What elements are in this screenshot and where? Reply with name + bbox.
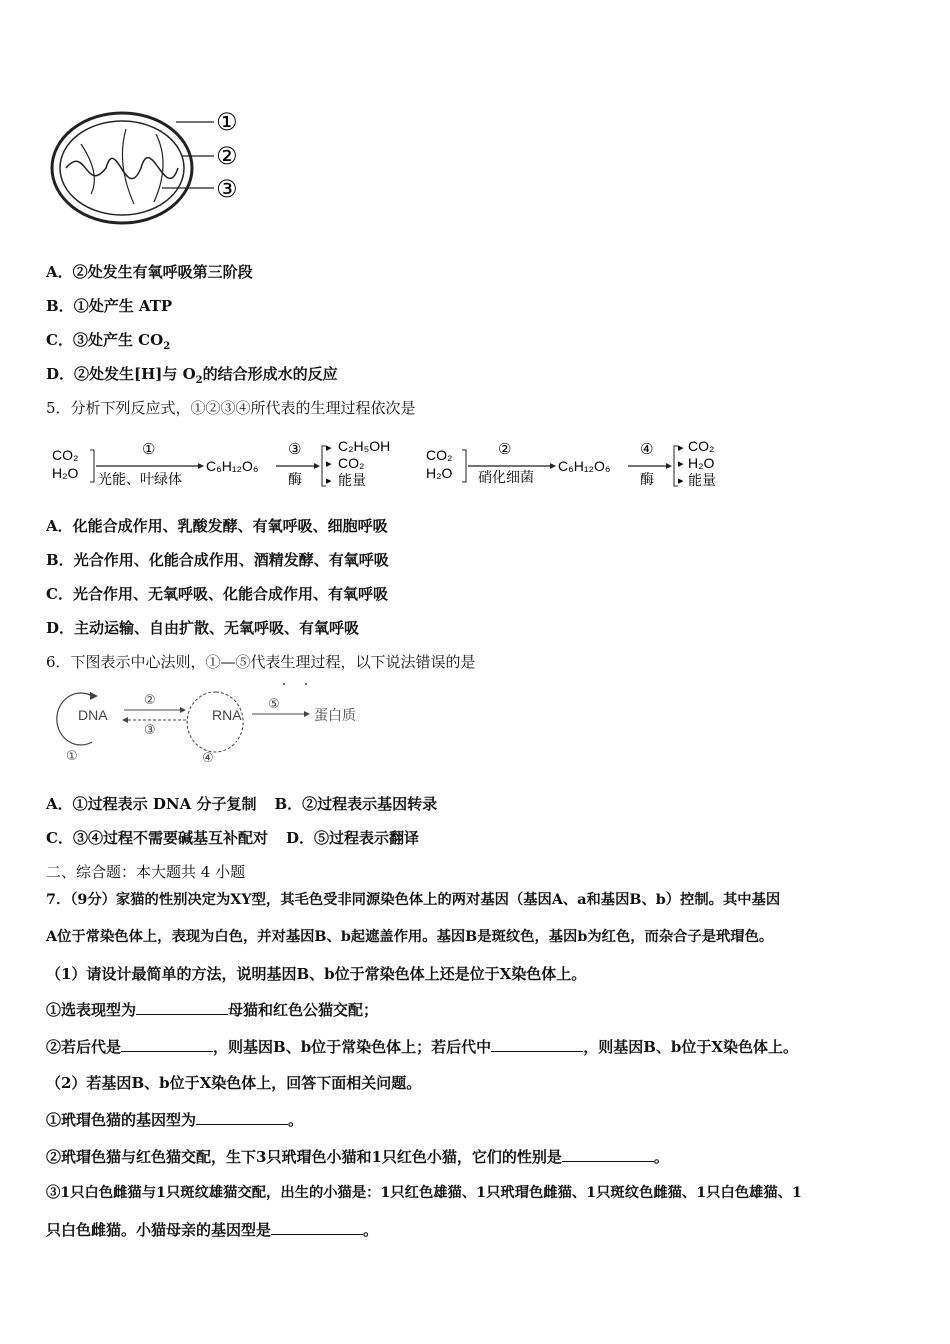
q4-option-c: C．③处产生 $CO_2$ xyxy=(46,331,171,352)
q5-option-c: C．光合作用、无氧呼吸、化能合成作用、有氧呼吸 xyxy=(46,585,388,603)
svg-text:C₂H₅OH: C₂H₅OH xyxy=(338,438,391,454)
svg-text:③: ③ xyxy=(288,441,302,458)
answer-blank[interactable] xyxy=(196,1110,288,1125)
svg-text:C₆H₁₂O₆: C₆H₁₂O₆ xyxy=(206,458,259,474)
answer-blank[interactable] xyxy=(491,1037,583,1052)
label-2: ② xyxy=(216,143,238,170)
svg-text:▸: ▸ xyxy=(678,475,684,487)
q6-stem: 6．下图表示中心法则，①—⑤代表生理过程，以下说法错误的是 xyxy=(46,653,476,671)
svg-text:DNA: DNA xyxy=(78,707,108,723)
q6-options-row1: A．①过程表示 DNA 分子复制 B．②过程表示基因转录 xyxy=(46,795,438,813)
q5-option-a: A．化能合成作用、乳酸发酵、有氧呼吸、细胞呼吸 xyxy=(46,517,388,535)
svg-text:硝化细菌: 硝化细菌 xyxy=(478,469,534,485)
label-1: ① xyxy=(216,109,238,136)
svg-text:CO₂: CO₂ xyxy=(688,438,715,454)
mitochondrion-diagram xyxy=(46,104,246,230)
svg-text:④: ④ xyxy=(202,750,214,765)
answer-blank[interactable] xyxy=(562,1147,654,1162)
svg-text:C₆H₁₂O₆: C₆H₁₂O₆ xyxy=(558,458,611,474)
svg-text:H₂O: H₂O xyxy=(52,465,79,481)
svg-text:CO₂: CO₂ xyxy=(52,447,79,463)
q5-stem: 5．分析下列反应式，①②③④所代表的生理过程依次是 xyxy=(46,399,416,417)
reaction-equations xyxy=(46,434,726,496)
svg-text:蛋白质: 蛋白质 xyxy=(314,707,356,723)
answer-blank[interactable] xyxy=(136,1000,228,1015)
svg-text:▸: ▸ xyxy=(326,475,332,487)
q7-p1-2: ②若后代是 ，则基因B、b位于常染色体上；若后代中 ，则基因B、b位于X染色体上。 xyxy=(46,1038,798,1056)
svg-text:▸: ▸ xyxy=(326,442,332,454)
svg-text:▸: ▸ xyxy=(678,458,684,470)
q7-p1-1: ①选表现型为 母猫和红色公猫交配； xyxy=(46,1001,379,1019)
section-title: 二、综合题：本大题共 4 小题 xyxy=(46,863,246,881)
q7-p2-1: ①玳瑁色猫的基因型为 。 xyxy=(46,1111,304,1129)
q7-part2: （2）若基因B、b位于X染色体上，回答下面相关问题。 xyxy=(46,1074,422,1092)
svg-text:②: ② xyxy=(144,692,156,707)
svg-text:光能、叶绿体: 光能、叶绿体 xyxy=(98,471,182,487)
cristae xyxy=(66,158,178,179)
svg-text:CO₂: CO₂ xyxy=(426,447,453,463)
q4-option-b: B．①处产生 ATP xyxy=(46,297,173,315)
svg-text:能量: 能量 xyxy=(688,472,716,488)
central-dogma-diagram xyxy=(46,682,376,768)
svg-text:⑤: ⑤ xyxy=(268,696,280,711)
svg-text:CO₂: CO₂ xyxy=(338,455,365,471)
q4-option-a: A．②处发生有氧呼吸第三阶段 xyxy=(46,263,253,281)
svg-text:①: ① xyxy=(142,441,156,458)
q5-option-d: D．主动运输、自由扩散、无氧呼吸、有氧呼吸 xyxy=(46,619,360,637)
svg-text:④: ④ xyxy=(640,441,654,458)
q7-line1: 7．（9分）家猫的性别决定为XY型，其毛色受非同源染色体上的两对基因（基因A、a和基因B、b）控制。其中基因 xyxy=(46,892,781,908)
q7-part1: （1）请设计最简单的方法，说明基因B、b位于常染色体上还是位于X染色体上。 xyxy=(46,965,587,983)
q7-p2-3: ③1只白色雌猫与1只斑纹雄猫交配，出生的小猫是：1只红色雄猫、1只玳瑁色雌猫、1只斑纹色雌猫、1只白色雄猫、1 xyxy=(46,1185,802,1201)
svg-text:酶: 酶 xyxy=(288,471,302,487)
answer-blank[interactable] xyxy=(121,1037,213,1052)
q7-line2: A位于常染色体上，表现为白色，并对基因B、b起遮盖作用。基因B是斑纹色，基因b为红色，而杂合子是玳瑁色。 xyxy=(46,929,774,945)
svg-text:▸: ▸ xyxy=(678,442,684,454)
svg-text:▸: ▸ xyxy=(326,458,332,470)
q7-p2-4: 只白色雌猫。小猫母亲的基因型是 。 xyxy=(46,1221,379,1239)
q5-option-b: B．光合作用、化能合成作用、酒精发酵、有氧呼吸 xyxy=(46,551,389,569)
svg-text:酶: 酶 xyxy=(640,471,654,487)
svg-text:②: ② xyxy=(498,441,512,458)
q7-p2-2: ②玳瑁色猫与红色猫交配，生下3只玳瑁色小猫和1只红色小猫，它们的性别是 。 xyxy=(46,1148,669,1166)
svg-text:H₂O: H₂O xyxy=(688,455,715,471)
svg-text:H₂O: H₂O xyxy=(426,465,453,481)
answer-blank[interactable] xyxy=(271,1220,363,1235)
q4-option-d: D．②处发生[H]与 $O_2$的结合形成水的反应 xyxy=(46,365,338,386)
svg-text:能量: 能量 xyxy=(338,472,366,488)
q6-options-row2: C．③④过程不需要碱基互补配对 D．⑤过程表示翻译 xyxy=(46,829,419,847)
svg-text:①: ① xyxy=(66,748,78,763)
svg-text:③: ③ xyxy=(144,722,156,737)
label-3: ③ xyxy=(216,176,238,203)
svg-text:RNA: RNA xyxy=(212,707,242,723)
